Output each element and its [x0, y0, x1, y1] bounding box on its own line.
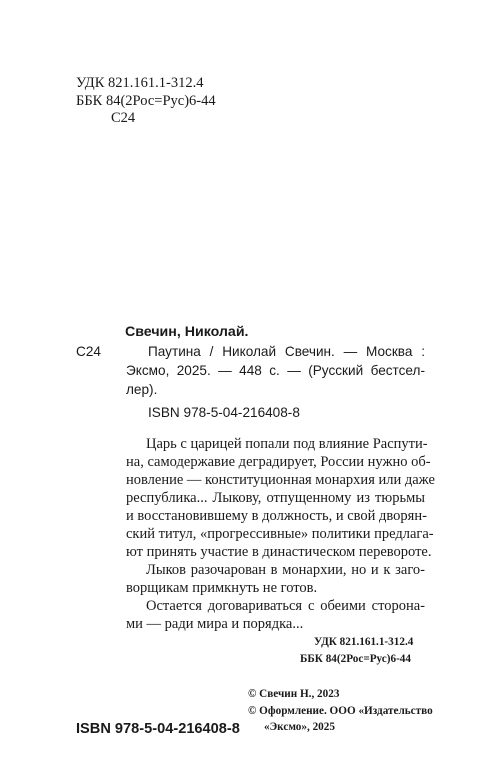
author-heading: Свечин, Николай. [125, 324, 249, 340]
copyright-line: © Свечин Н., 2023 [248, 688, 340, 700]
udk-code: УДК 821.161.1-312.4 [76, 75, 204, 91]
annotation-line: ский титул, «прогрессивные» политики предлага- [126, 526, 434, 542]
copyright-line: «Эксмо», 2025 [264, 721, 335, 733]
annotation-line: ми — ради мира и порядка... [126, 616, 304, 632]
author-sign: С24 [111, 110, 136, 126]
annotation-line: Остается договариваться с обеими сторона- [146, 598, 425, 614]
annotation-line: ворщикам примкнуть не готов. [126, 580, 318, 596]
annotation-line: Лыков разочарован в монархии, но и к заго- [146, 562, 425, 578]
annotation-line: Царь с царицей попали под влияние Распути- [146, 436, 428, 452]
catalog-isbn: ISBN 978-5-04-216408-8 [148, 405, 300, 420]
footer-isbn: ISBN 978-5-04-216408-8 [76, 721, 240, 737]
annotation-line: республика... Лыкову, отпущенному из тюрьмы [126, 490, 425, 506]
bbk-code: ББК 84(2Рос=Рус)6-44 [76, 93, 216, 109]
annotation-line: ют принять участие в династическом перевороте. [126, 544, 432, 560]
udk-code-bottom: УДК 821.161.1-312.4 [314, 636, 414, 648]
copyright-line: © Оформление. ООО «Издательство [248, 705, 433, 717]
annotation-line: на, самодержавие деградирует, России нужно об- [126, 454, 431, 470]
annotation-line: и восстановившему в должность, и свой дворян- [126, 508, 427, 524]
bibliographic-line: лер). [126, 382, 158, 397]
bibliographic-line: Эксмо, 2025. — 448 с. — (Русский бестсел- [126, 363, 425, 378]
catalog-author-sign: С24 [76, 344, 101, 359]
annotation-line: новление — конституционная монархия или даже [126, 472, 435, 488]
bibliographic-line: Паутина / Николай Свечин. — Москва : [148, 344, 425, 359]
bbk-code-bottom: ББК 84(2Рос=Рус)6-44 [300, 653, 411, 665]
